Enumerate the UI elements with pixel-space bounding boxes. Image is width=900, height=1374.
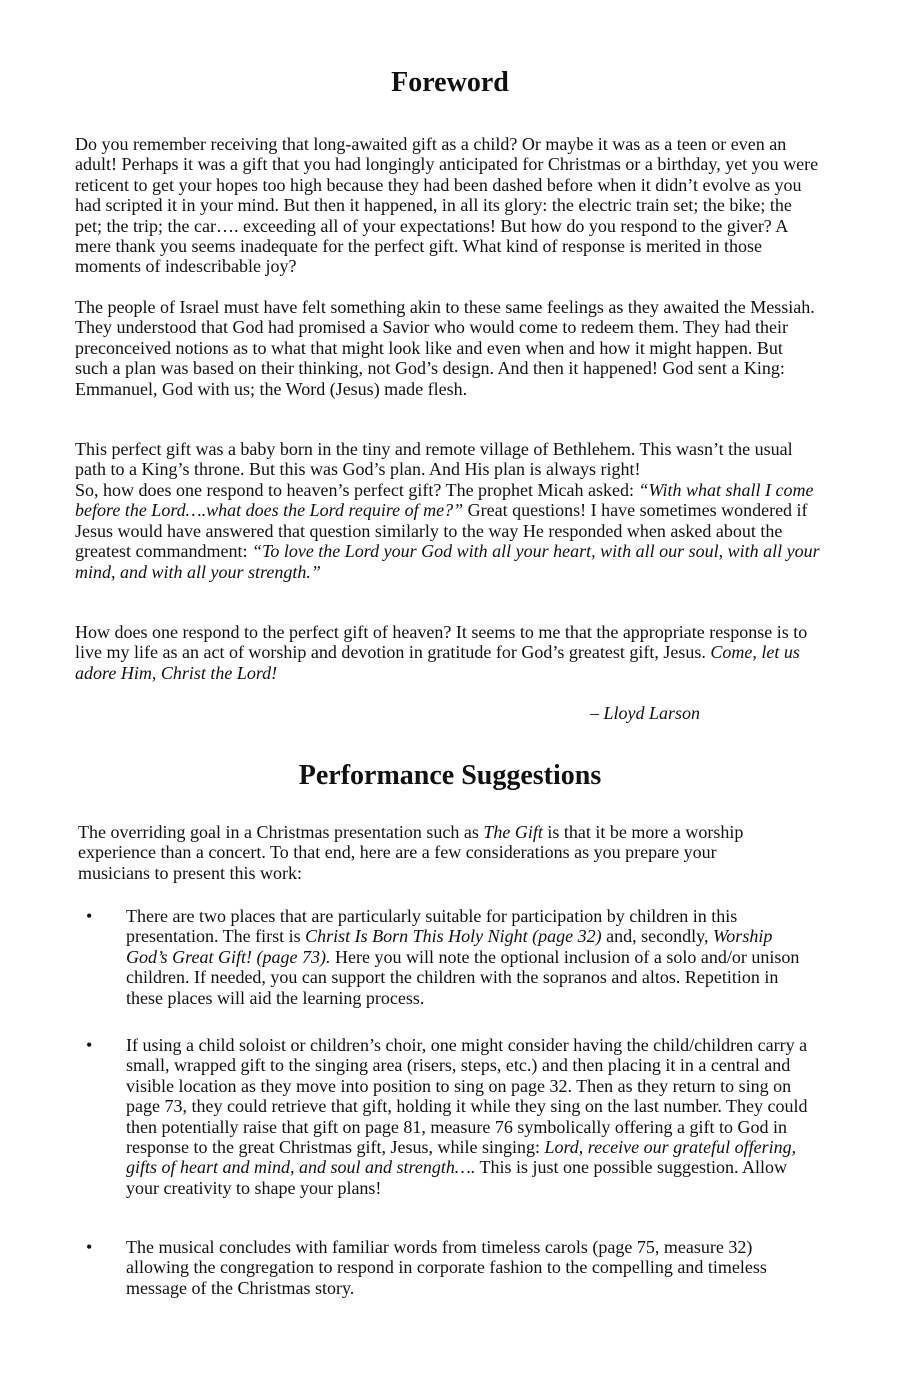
bullet-icon: • (86, 1237, 93, 1257)
performance-intro (78, 822, 778, 883)
work-title: The Gift (483, 822, 543, 842)
text-run: This is just one possible suggestion. Allow your creativity to shape your plans! (126, 1157, 788, 1198)
closing-phrase: Come, let us adore Him, Christ the Lord! (75, 642, 800, 683)
quote-micah: “With what shall I come before the Lord….what does the Lord require of me?” (75, 480, 814, 521)
text-run: How does one respond to the perfect gift of heaven? It seems to me that the appropriate response is to live my life as an act of worship and devotion in gratitude for God’s greatest gift, Jesus. (75, 622, 808, 663)
foreword-paragraph-4 (75, 480, 820, 582)
foreword-paragraph-1: Do you remember receiving that long-awaited gift as a child? Or maybe it was as a teen or even an adult! Perhaps it was a gift that you had longingly anticipated for Christmas or a birthday, yet you were reticent to get your hopes too high because they had been dashed before when it didn’t evolve as you had scripted it in your mind. But then it happened, in all its glory: the electric train set; the bike; the pet; the trip; the car…. exceeding all of your expectations! But how do you respond to the giver? A mere thank you seems inadequate for the perfect gift. What kind of response is merited in those moments of indescribable joy? (75, 134, 819, 277)
foreword-paragraph-2: The people of Israel must have felt something akin to these same feelings as they awaited the Messiah. They understood that God had promised a Savior who would come to redeem them. They had their preconceived notions as to what that might look like and even when and how it might happen. But such a plan was based on their thinking, not God’s design. And then it happened! God sent a King: Emmanuel, God with us; the Word (Jesus) made flesh. (75, 297, 815, 399)
performance-title: Performance Suggestions (298, 760, 602, 791)
song-reference: Worship God’s Great Gift! (page 73). (126, 926, 773, 967)
foreword-title: Foreword (391, 67, 509, 98)
lyric-quote: Lord, receive our grateful offering, gifts of heart and mind, and soul and strength…. (126, 1137, 797, 1178)
text-run: is that it be more a worship experience than a concert. To that end, here are a few considerations as you prepare your musicians to present this work: (78, 822, 744, 883)
song-reference: Christ Is Born This Holy Night (page 32) (305, 926, 602, 947)
bullet-icon: • (86, 906, 93, 926)
text-run: Great questions! I have sometimes wondered if Jesus would have answered that question similarly to the way He responded when asked about the greatest commandment: (75, 500, 808, 562)
list-item-text (126, 1035, 816, 1198)
text-run: There are two places that are particularly suitable for participation by children in this presentation. The first is (126, 906, 738, 947)
text-run: If using a child soloist or children’s choir, one might consider having the child/children carry a small, wrapped gift to the singing area (risers, steps, etc.) and then placing it in a central and visible location as they move into position to sing on page 32. Then as they return to sing on page 73, they could retrieve that gift, holding it while they sing on the last number. They could then potentially raise that gift on page 81, measure 76 symbolically offering a gift to God in response to the great Christmas gift, Jesus, while singing: (126, 1035, 808, 1158)
text-run: The overriding goal in a Christmas presentation such as (78, 822, 484, 842)
text-run: and, secondly, (601, 926, 713, 947)
quote-commandment: “To love the Lord your God with all your heart, with all our soul, with all your mind, and with all your strength.” (75, 541, 820, 582)
text-run: Here you will note the optional inclusion of a solo and/or unison children. If needed, you can support the children with the sopranos and altos. Repetition in these places will aid the learning process. (126, 946, 800, 1008)
author-signature: – Lloyd Larson (590, 703, 701, 723)
text-run: So, how does one respond to heaven’s perfect gift? The prophet Micah asked: (75, 480, 639, 500)
foreword-paragraph-5 (75, 622, 820, 683)
bullet-icon: • (86, 1035, 93, 1055)
list-item-text: The musical concludes with familiar words from timeless carols (page 75, measure 32) allowing the congregation to respond in corporate fashion to the compelling and timeless message of the Christmas story. (126, 1237, 767, 1298)
foreword-paragraph-3: This perfect gift was a baby born in the tiny and remote village of Bethlehem. This wasn’t the usual path to a King’s throne. But this was God’s plan. And His plan is always right! (75, 439, 793, 480)
list-item-text (126, 906, 816, 1008)
